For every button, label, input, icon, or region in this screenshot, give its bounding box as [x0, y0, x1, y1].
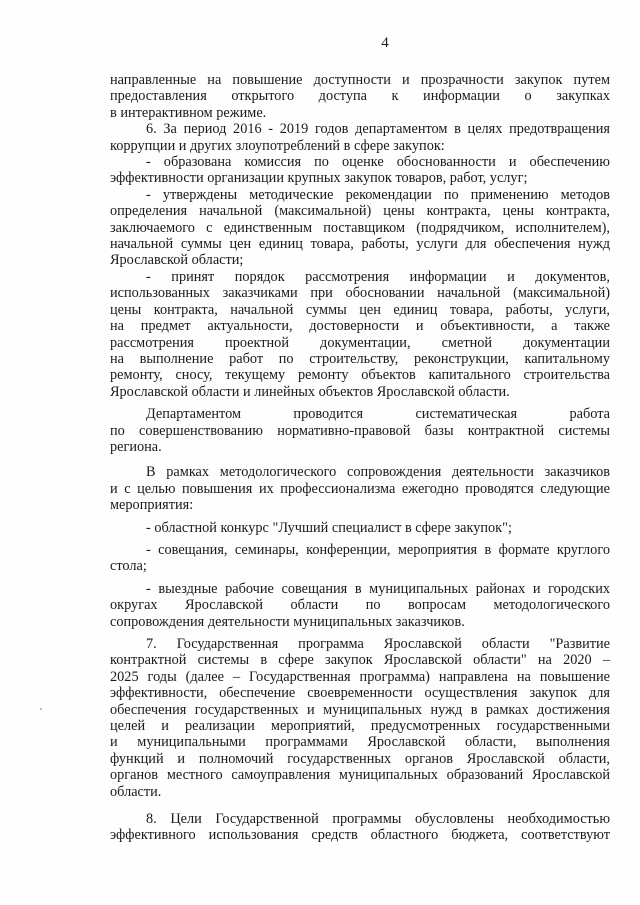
text-line: - принят порядок рассмотрения информации и документов, [146, 268, 610, 285]
text-line: региона. [110, 438, 162, 455]
text-line: 2025 годы (далее – Государственная программа) направлена на повышение [110, 668, 610, 685]
text-line: эффективности, обеспечение своевременности осуществления закупок для [110, 685, 610, 702]
text-line: целей и реализации мероприятий, предусмотренных государственными [110, 718, 610, 735]
text-line: - совещания, семинары, конференции, мероприятия в формате круглого [146, 541, 610, 558]
text-line: заключаемого с единственным поставщиком (подрядчиком, исполнителем), [110, 219, 610, 236]
text-line: цены контракта, начальной суммы цен единиц товара, работы, услуги, [110, 301, 610, 318]
paragraph-item-7 [110, 636, 610, 800]
text-line: по совершенствованию нормативно-правовой базы контрактной системы [110, 422, 610, 439]
text-line: обеспечения государственных и муниципальных нужд в рамках достижения [110, 701, 610, 718]
text-line: 6. За период 2016 - 2019 годов департаментом в целях предотвращения [146, 121, 610, 138]
text-line: - утверждены методические рекомендации по применению методов [146, 186, 610, 203]
text-line: округах Ярославской области по вопросам методологического [110, 597, 610, 614]
list-item-field-meetings [110, 581, 610, 630]
text-line: - образована комиссия по оценке обоснованности и обеспечению [146, 154, 610, 171]
page-number: 4 [381, 35, 389, 51]
text-line: Ярославской области; [110, 252, 244, 269]
text-line: мероприятия: [110, 497, 194, 514]
list-item-commission [110, 154, 610, 187]
text-line: предоставления открытого доступа к информации о закупках [110, 88, 610, 105]
text-line: контрактной системы в сфере закупок Ярославской области" на 2020 – [110, 652, 610, 669]
list-item-contest [110, 520, 610, 536]
text-line: на выполнение работ по строительству, реконструкции, капитальному [110, 350, 610, 367]
text-line: органов местного самоуправления муниципальных образований Ярославской [110, 767, 610, 784]
text-line: 8. Цели Государственной программы обусловлены необходимостью [146, 811, 610, 828]
text-line: рассмотрения проектной документации, сметной документации [110, 334, 610, 351]
paragraph-continuation [110, 72, 610, 121]
text-line: в интерактивном режиме. [110, 104, 267, 121]
text-line: определения начальной (максимальной) цены контракта, цены контракта, [110, 203, 610, 220]
text-line: ремонту, сносу, текущему ремонту объектов капитального строительства [110, 367, 610, 384]
text-line: стола; [110, 558, 147, 575]
paragraph-methodology [110, 464, 610, 513]
scan-speck [40, 708, 42, 710]
text-line: и с целью повышения их профессионализма ежегодно проводятся следующие [110, 480, 610, 497]
paragraph-item-6 [110, 121, 610, 154]
text-line: эффективного использования средств областного бюджета, соответствуют [110, 827, 610, 844]
text-line: коррупции и других злоупотреблений в сфере закупок: [110, 137, 445, 154]
text-line: направленные на повышение доступности и прозрачности закупок путем [110, 72, 610, 88]
list-item-meetings [110, 542, 610, 575]
paragraph-item-8 [110, 811, 610, 844]
text-line: функций и полномочий государственных органов Ярославской области, [110, 750, 610, 767]
text-line: начальной суммы цен единиц товара, работы, услуги для обеспечения нужд [110, 236, 610, 253]
text-line: и муниципальными программами Ярославской области, выполнения [110, 734, 610, 751]
paragraph-department-work [110, 406, 610, 455]
document-body [110, 72, 610, 844]
text-line: В рамках методологического сопровождения деятельности заказчиков [146, 464, 610, 481]
text-line: - выездные рабочие совещания в муниципальных районах и городских [146, 580, 610, 597]
text-line: - областной конкурс "Лучший специалист в сфере закупок"; [146, 519, 512, 536]
text-line: Департаментом проводится систематическая работа [146, 406, 610, 423]
text-line: Ярославской области и линейных объектов Ярославской области. [110, 383, 510, 400]
text-line: сопровождения деятельности муниципальных заказчиков. [110, 613, 465, 630]
text-line: эффективности организации крупных закупок товаров, работ, услуг; [110, 170, 528, 187]
list-item-recommendations [110, 187, 610, 269]
list-item-procedure [110, 269, 610, 400]
text-line: области. [110, 783, 162, 800]
text-line: использованных заказчиками при обосновании начальной (максимальной) [110, 285, 610, 302]
text-line: на предмет актуальности, достоверности и объективности, а также [110, 318, 610, 335]
text-line: 7. Государственная программа Ярославской области "Развитие [146, 636, 610, 652]
